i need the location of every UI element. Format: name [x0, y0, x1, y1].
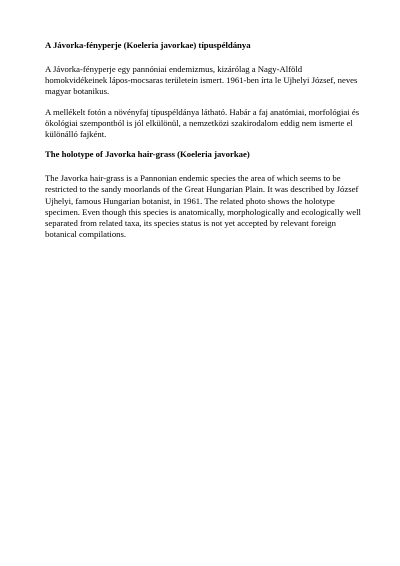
- hungarian-paragraph-1: A Jávorka-fényperje egy pannóniai endemizmus, kizárólag a Nagy-Alföld homokvidékeinek lápos-mocsaras területein ismert. 1961-ben írta le Ujhelyi József, neves magyar botanikus.: [45, 64, 358, 97]
- hungarian-paragraph-2: A mellékelt fotón a növényfaj típuspéldánya látható. Habár a faj anatómiai, morfológiai és ökológiai szempontból is jól elkülönül, a nemzetközi szakirodalom eddig nem ismerte el különálló fajként.: [45, 106, 360, 140]
- document-content: [45, 40, 361, 249]
- hungarian-heading: A Jávorka-fényperje (Koeleria javorkae) típuspéldánya: [45, 40, 251, 50]
- english-paragraph-1: The Javorka hair-grass is a Pannonian endemic species the area of which seems to be restricted to the sandy moorlands of the Great Hungarian Plain. It was described by József Ujhelyi, famous Hungarian botanist, in 1961. The related photo shows the holotype specimen. Even though this species is anatomically, morphologically and ecologically well separated from related taxa, its species status is not yet accepted by relevant foreign botanical compilations.: [45, 173, 361, 240]
- english-heading: The holotype of Javorka hair-grass (Koeleria javorkae): [45, 149, 250, 160]
